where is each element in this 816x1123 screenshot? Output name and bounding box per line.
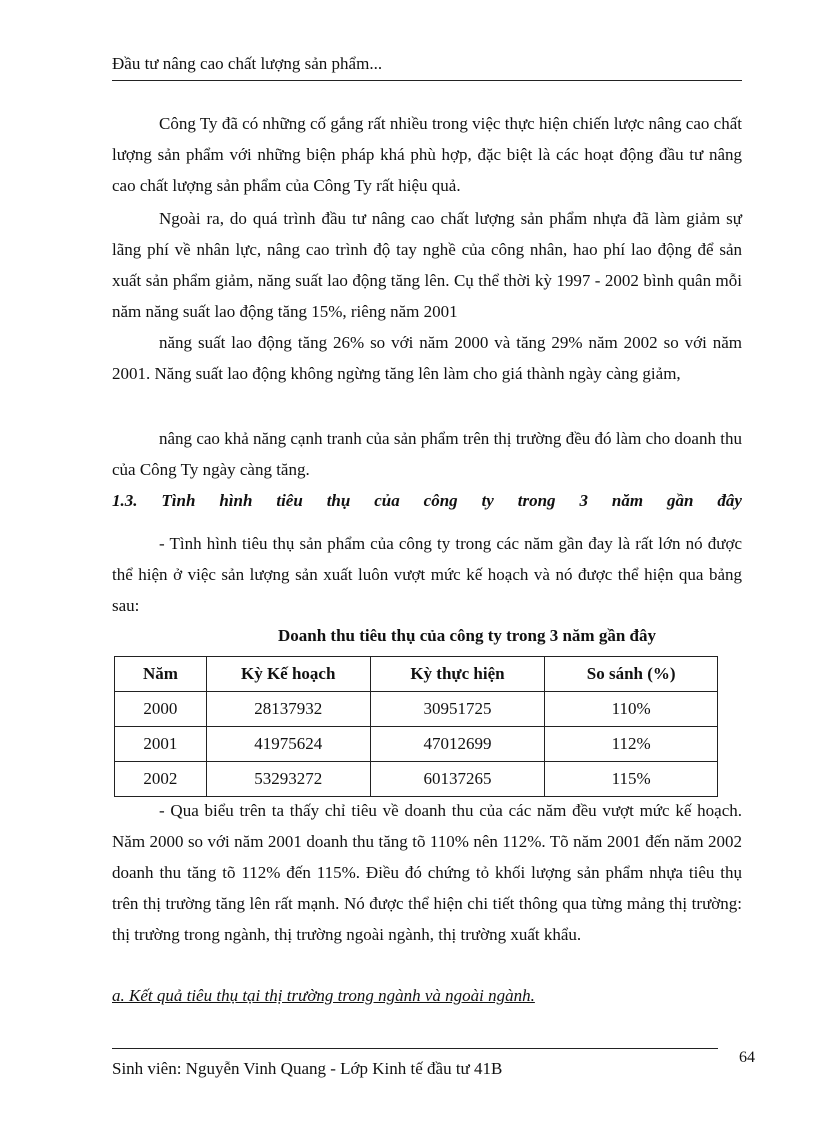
running-footer: Sinh viên: Nguyễn Vinh Quang - Lớp Kinh tế đầu tư 41B [112,1048,718,1079]
section-word: tiêu [276,491,303,510]
table-row [115,762,718,797]
page-number: 64 [739,1049,755,1066]
paragraph-6: - Qua biểu trên ta thấy chỉ tiêu về doanh thu của các năm đều vượt mức kế hoạch. Năm 2000 so với năm 2001 doanh thu tăng tõ 110% nên 112%. Tõ năm 2001 đến năm 2002 doanh thu tăng tõ 112% đến 115%. Điều đó chứng tỏ khối lượng sản phẩm nhựa tiêu thụ trên thị trường tăng lên rất mạnh. Nó được thể hiện chi tiết thông qua từng mảng thị trường: thị trường trong ngành, thị trường ngoài ngành, thị trường xuất khẩu. [112,801,742,944]
column-header: Kỳ Kế hoạch [206,657,370,692]
table-header-row [115,657,718,692]
table-cell: 110% [545,692,718,727]
section-word: hình [219,491,253,510]
table-cell: 112% [545,727,718,762]
section-word: gần [666,491,694,510]
paragraph-1: Công Ty đã có những cố gắng rất nhiều trong việc thực hiện chiến lược nâng cao chất lượng sản phẩm với những biện pháp khá phù hợp, đặc biệt là các hoạt động đầu tư nâng cao chất lượng sản phẩm của Công Ty rất hiệu quả. [112,114,742,195]
section-word: ty [481,491,494,510]
table-cell: 28137932 [206,692,370,727]
section-word: trong [517,491,556,510]
table-row [115,727,718,762]
column-header: So sánh (%) [545,657,718,692]
table-cell: 47012699 [370,727,545,762]
table-cell: 41975624 [206,727,370,762]
section-word: năm [611,491,644,510]
paragraph-2: Ngoài ra, do quá trình đầu tư nâng cao chất lượng sản phẩm nhựa đã làm giảm sự lãng phí về nhân lực, nâng cao trình độ tay nghề của công nhân, hao phí lao động để sản xuất sản phẩm giảm, năng suất lao động tăng lên. Cụ thể thời kỳ 1997 - 2002 bình quân mỗi năm năng suất lao động tăng 15%, riêng năm 2001 [112,209,742,321]
table-cell: 30951725 [370,692,545,727]
table-cell: 2001 [115,727,207,762]
running-header: Đầu tư nâng cao chất lượng sản phẩm... [112,54,742,81]
section-heading [112,491,742,511]
revenue-table [114,656,718,797]
paragraph-5: - Tình hình tiêu thụ sản phẩm của công ty trong các năm gần đay là rất lớn nó được thể hiện ở việc sản lượng sản xuất luôn vượt mức kế hoạch và nó được thể hiện qua bảng sau: [112,534,742,615]
section-word: công [423,491,458,510]
table-cell: 53293272 [206,762,370,797]
subsection-heading: a. Kết quả tiêu thụ tại thị trường trong ngành và ngoài ngành. [112,986,535,1005]
column-header: Năm [115,657,207,692]
table-caption: Doanh thu tiêu thụ của công ty trong 3 năm gần đây [277,626,656,645]
section-word: 1.3. [112,491,138,510]
table-row [115,692,718,727]
section-word: Tình [161,491,196,510]
table-cell: 60137265 [370,762,545,797]
section-word: đây [717,491,742,510]
section-word: của [374,491,400,510]
section-word: 3 [579,491,588,510]
table-cell: 115% [545,762,718,797]
table-cell: 2002 [115,762,207,797]
paragraph-4: nâng cao khả năng cạnh tranh của sản phẩm trên thị trường đều đó làm cho doanh thu của Công Ty ngày càng tăng. [112,429,742,479]
column-header: Kỳ thực hiện [370,657,545,692]
table-cell: 2000 [115,692,207,727]
paragraph-3: năng suất lao động tăng 26% so với năm 2000 và tăng 29% năm 2002 so với năm 2001. Năng suất lao động không ngừng tăng lên làm cho giá thành ngày càng giảm, [112,333,742,383]
section-word: thụ [326,491,351,510]
